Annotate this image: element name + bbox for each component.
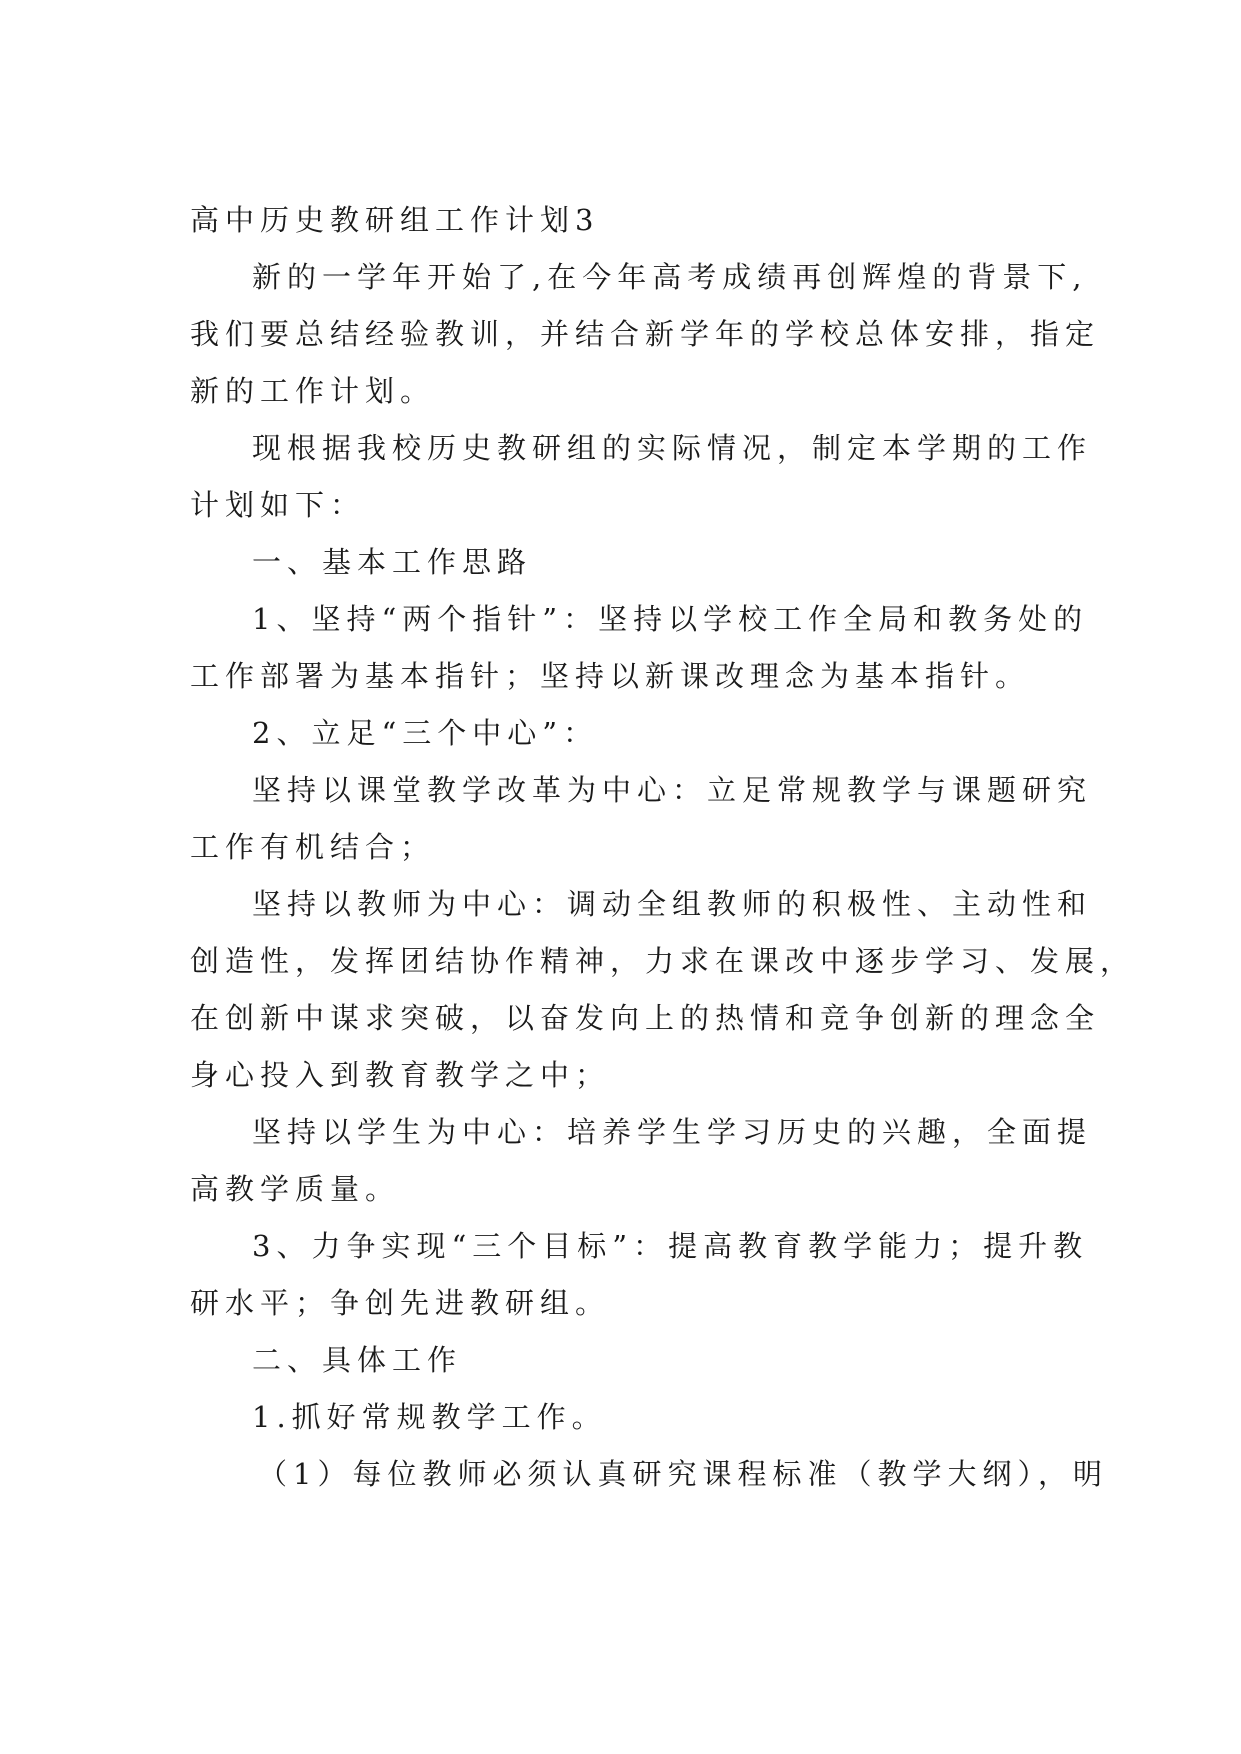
- paragraph-line: 工作部署为基本指针；坚持以新课改理念为基本指针。: [190, 659, 1031, 693]
- paragraph-line: 坚持以学生为中心：培养学生学习历史的兴趣，全面提: [252, 1115, 1093, 1149]
- paragraph-line: 计划如下：: [190, 488, 366, 522]
- paragraph-line: 高教学质量。: [190, 1172, 401, 1206]
- paragraph-line: 现根据我校历史教研组的实际情况，制定本学期的工作: [252, 431, 1093, 465]
- paragraph-line: 新的工作计划。: [190, 374, 436, 408]
- section-heading: 二、具体工作: [252, 1343, 463, 1377]
- paragraph-line: 身心投入到教育教学之中；: [190, 1058, 611, 1092]
- paragraph-line: 研水平；争创先进教研组。: [190, 1286, 611, 1320]
- subsection-heading: 1.抓好常规教学工作。: [252, 1400, 607, 1434]
- document-title: 高中历史教研组工作计划3: [190, 203, 600, 237]
- paragraph-line: 我们要总结经验教训，并结合新学年的学校总体安排，指定: [190, 317, 1101, 351]
- paragraph-line: 创造性，发挥团结协作精神，力求在课改中逐步学习、发展，: [190, 944, 1136, 978]
- paragraph-line: 2、立足“三个中心”：: [252, 716, 599, 750]
- section-heading: 一、基本工作思路: [252, 545, 533, 579]
- paragraph-line: （1）每位教师必须认真研究课程标准（教学大纲），明: [258, 1457, 1108, 1491]
- paragraph-line: 3、力争实现“三个目标”：提高教育教学能力；提升教: [252, 1229, 1089, 1263]
- paragraph-line: 工作有机结合；: [190, 830, 436, 864]
- paragraph-line: 1、坚持“两个指针”：坚持以学校工作全局和教务处的: [252, 602, 1089, 636]
- paragraph-line: 坚持以课堂教学改革为中心：立足常规教学与课题研究: [252, 773, 1093, 807]
- paragraph-line: 新的一学年开始了,在今年高考成绩再创辉煌的背景下,: [252, 260, 1088, 294]
- paragraph-line: 在创新中谋求突破，以奋发向上的热情和竞争创新的理念全: [190, 1001, 1101, 1035]
- paragraph-line: 坚持以教师为中心：调动全组教师的积极性、主动性和: [252, 887, 1093, 921]
